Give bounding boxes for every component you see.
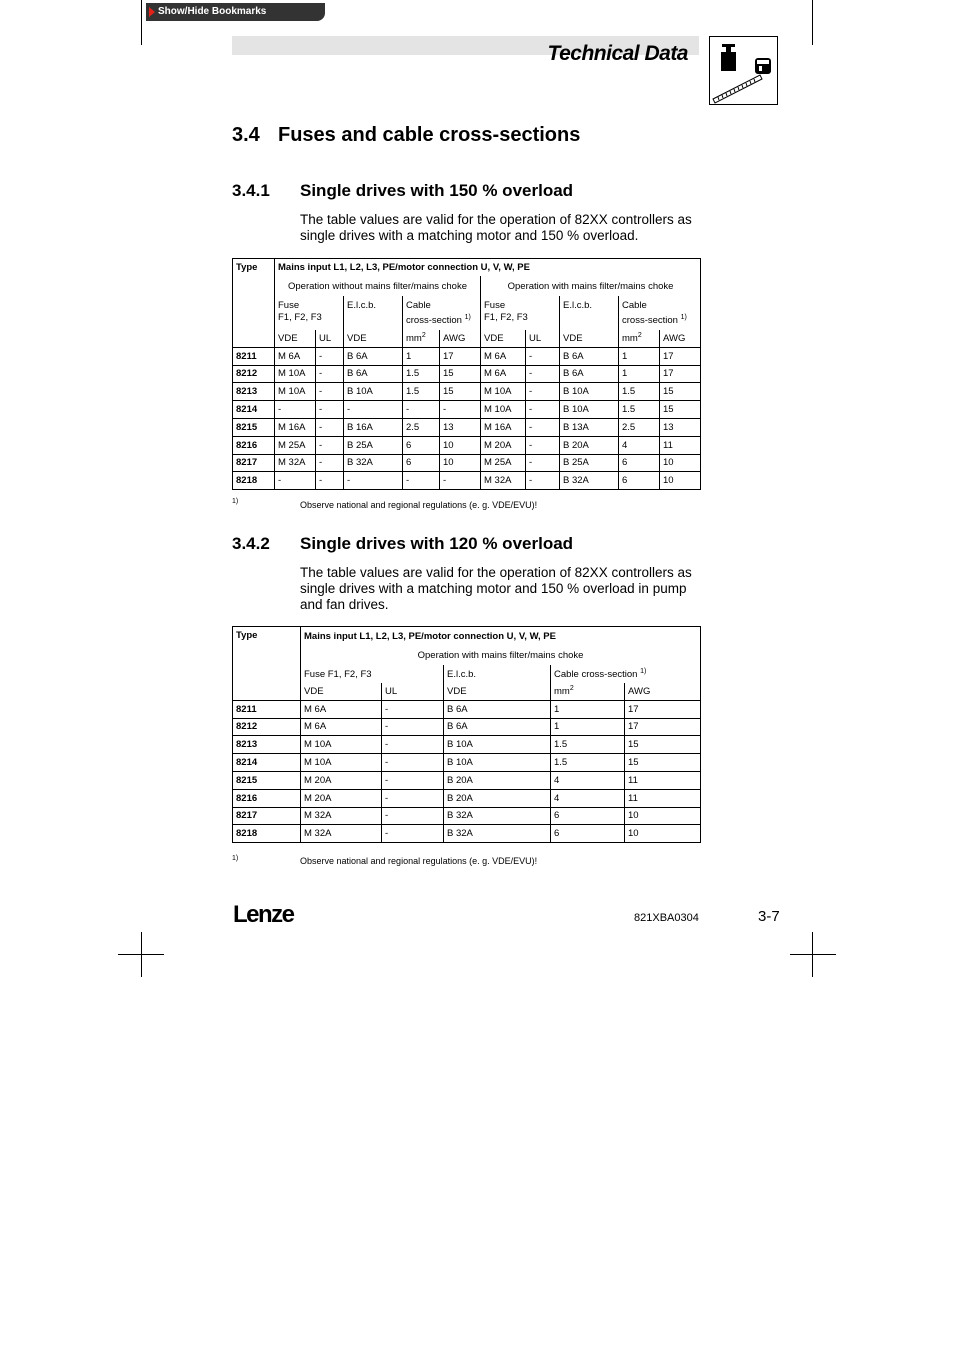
table-row <box>233 771 701 789</box>
table-cell: 10 <box>660 472 701 490</box>
mains-header: Mains input L1, L2, L3, PE/motor connection U, V, W, PE <box>301 627 701 646</box>
table-cell: M 32A <box>481 472 526 490</box>
col-mm2 <box>619 330 660 347</box>
table-cell: B 20A <box>444 789 551 807</box>
table-cell: - <box>316 365 344 383</box>
table-cell: - <box>316 383 344 401</box>
table-row <box>233 472 701 490</box>
table-body <box>233 347 701 489</box>
table-cell: - <box>526 365 560 383</box>
table-cell: M 6A <box>481 365 526 383</box>
table-cell: 1 <box>619 365 660 383</box>
table-cell: - <box>382 754 444 772</box>
type-header: Type <box>233 627 301 701</box>
table-cell: M 16A <box>275 418 316 436</box>
table-cell: M 6A <box>301 718 382 736</box>
col-vde: VDE <box>275 330 316 347</box>
elcb-header: E.l.c.b. <box>444 665 551 683</box>
table-cell: 4 <box>551 771 625 789</box>
table-cell: 15 <box>660 383 701 401</box>
subsection-heading <box>232 534 702 556</box>
page-title: Technical Data <box>547 42 688 65</box>
type-cell: 8213 <box>233 383 275 401</box>
type-cell: 8217 <box>233 454 275 472</box>
table-cell: M 32A <box>301 825 382 843</box>
type-cell: 8214 <box>233 754 301 772</box>
technical-data-icon <box>709 36 778 105</box>
table-row <box>233 718 701 736</box>
table-cell: 1.5 <box>403 365 440 383</box>
col-vde: VDE <box>344 330 403 347</box>
table-cell: B 32A <box>444 807 551 825</box>
col-vde: VDE <box>560 330 619 347</box>
cable-label: Cable <box>406 300 431 311</box>
table-row <box>233 401 701 419</box>
cable-label-2: cross-section <box>622 315 678 327</box>
table-cell: M 10A <box>301 754 382 772</box>
col-ul: UL <box>316 330 344 347</box>
table-cell: - <box>316 472 344 490</box>
table-cell: 10 <box>625 825 701 843</box>
table-cell: M 20A <box>301 771 382 789</box>
footnote-ref: 1) <box>640 667 647 675</box>
table-cell: - <box>526 436 560 454</box>
table-cell: B 32A <box>444 825 551 843</box>
table-cell: 15 <box>440 365 481 383</box>
cable-label-2: cross-section <box>406 315 462 327</box>
cable-label: Cable <box>622 300 647 311</box>
unit-sup: 2 <box>421 332 426 340</box>
table-cell: - <box>403 472 440 490</box>
table-cell: - <box>526 401 560 419</box>
table-cell: B 6A <box>444 700 551 718</box>
col-ul: UL <box>526 330 560 347</box>
type-cell: 8215 <box>233 771 301 789</box>
show-hide-bookmarks-button[interactable] <box>146 3 325 21</box>
crop-mark <box>141 932 142 977</box>
col-awg: AWG <box>660 330 701 347</box>
group-with-choke: Operation with mains filter/mains choke <box>481 276 701 296</box>
table-cell: - <box>275 401 316 419</box>
unit-sup: 2 <box>637 332 642 340</box>
unit-mm: mm <box>622 333 638 345</box>
type-cell: 8216 <box>233 436 275 454</box>
intro-paragraph: The table values are valid for the operation of 82XX controllers as single drives with a matching motor and 150 % overload. <box>300 212 692 243</box>
table-cell: - <box>316 436 344 454</box>
table-cell: 10 <box>440 454 481 472</box>
cable-header <box>619 296 701 330</box>
subsection-title: Single drives with 120 % overload <box>300 534 574 553</box>
table-cell: - <box>440 472 481 490</box>
table-row <box>233 736 701 754</box>
fuse-header <box>481 296 560 330</box>
table-cell: 6 <box>551 807 625 825</box>
table-cell: 17 <box>660 365 701 383</box>
cable-header <box>403 296 481 330</box>
table-cell: 1 <box>619 347 660 365</box>
table-cell: 1.5 <box>619 383 660 401</box>
type-cell: 8214 <box>233 401 275 419</box>
section-number: 3.4 <box>232 124 260 146</box>
table-cell: 1.5 <box>551 754 625 772</box>
table-cell: B 6A <box>560 347 619 365</box>
type-cell: 8217 <box>233 807 301 825</box>
table-cell: - <box>382 718 444 736</box>
table-cell: 17 <box>625 718 701 736</box>
type-cell: 8213 <box>233 736 301 754</box>
type-cell: 8212 <box>233 365 275 383</box>
table-cell: M 20A <box>301 789 382 807</box>
table-row <box>233 807 701 825</box>
footnote-mark: 1) <box>232 855 239 862</box>
fuse-label: Fuse <box>278 300 300 311</box>
table-cell: - <box>526 383 560 401</box>
type-cell: 8212 <box>233 718 301 736</box>
table-cell: - <box>526 472 560 490</box>
table-cell: B 25A <box>344 436 403 454</box>
table-cell: 15 <box>440 383 481 401</box>
table-cell: B 13A <box>560 418 619 436</box>
fuse-table-120 <box>232 626 701 843</box>
intro-paragraph: The table values are valid for the operation of 82XX controllers as single drives with a matching motor and 150 % overload in pump and fan drives. <box>300 565 692 612</box>
table-cell: - <box>275 472 316 490</box>
table-row <box>233 754 701 772</box>
table-cell: 4 <box>619 436 660 454</box>
table-cell: 6 <box>403 454 440 472</box>
table-cell: 11 <box>625 771 701 789</box>
col-vde: VDE <box>481 330 526 347</box>
table-row <box>233 383 701 401</box>
elcb-header: E.l.c.b. <box>560 296 619 330</box>
table-cell: B 10A <box>344 383 403 401</box>
subsection-number: 3.4.1 <box>232 181 270 200</box>
table-cell: - <box>526 454 560 472</box>
table-cell: 10 <box>625 807 701 825</box>
table-cell: - <box>382 807 444 825</box>
type-header: Type <box>233 259 275 348</box>
table-cell: - <box>526 347 560 365</box>
table-cell: 1.5 <box>551 736 625 754</box>
table-cell: 1 <box>403 347 440 365</box>
lenze-logo: Lenze <box>233 901 294 928</box>
crop-mark <box>812 0 813 45</box>
cable-label: Cable cross-section <box>554 669 638 681</box>
table-cell: M 10A <box>301 736 382 754</box>
table-cell: M 10A <box>275 383 316 401</box>
fuse-table-150 <box>232 258 701 490</box>
unit-mm: mm <box>554 686 570 698</box>
footnote: Observe national and regional regulations (e. g. VDE/EVU)! <box>300 500 538 510</box>
table-cell: 2.5 <box>403 418 440 436</box>
table-cell: - <box>316 347 344 365</box>
subsection-number: 3.4.2 <box>232 534 270 553</box>
table-row <box>233 454 701 472</box>
subsection-heading <box>232 181 702 203</box>
table-cell: 15 <box>625 754 701 772</box>
table-cell: 2.5 <box>619 418 660 436</box>
table-cell: 10 <box>660 454 701 472</box>
type-cell: 8211 <box>233 700 301 718</box>
table-row <box>233 825 701 843</box>
table-cell: B 20A <box>560 436 619 454</box>
table-body <box>233 700 701 842</box>
crop-mark <box>790 954 836 955</box>
type-cell: 8215 <box>233 418 275 436</box>
table-cell: M 6A <box>275 347 316 365</box>
table-cell: M 32A <box>301 807 382 825</box>
table-cell: 4 <box>551 789 625 807</box>
table-cell: M 32A <box>275 454 316 472</box>
fuse-label: Fuse <box>484 300 506 311</box>
table-cell: 10 <box>440 436 481 454</box>
table-row <box>233 347 701 365</box>
table-cell: M 6A <box>301 700 382 718</box>
table-cell: - <box>316 454 344 472</box>
table-cell: 17 <box>660 347 701 365</box>
group-with-choke: Operation with mains filter/mains choke <box>301 645 701 665</box>
type-cell: 8218 <box>233 825 301 843</box>
col-vde: VDE <box>444 683 551 700</box>
page-number: 3-7 <box>758 908 780 925</box>
footnote-ref: 1) <box>464 314 471 321</box>
table-cell: B 10A <box>444 754 551 772</box>
table-cell: 1.5 <box>619 401 660 419</box>
section-title: Fuses and cable cross-sections <box>278 124 581 146</box>
bookmark-label: Show/Hide Bookmarks <box>158 6 267 17</box>
triangle-right-icon <box>149 7 155 17</box>
cable-header <box>551 665 701 683</box>
table-cell: 6 <box>619 454 660 472</box>
table-cell: 6 <box>403 436 440 454</box>
table-cell: M 10A <box>275 365 316 383</box>
footnote-ref: 1) <box>680 314 687 321</box>
col-mm2 <box>551 683 625 700</box>
type-cell: 8211 <box>233 347 275 365</box>
table-cell: B 25A <box>560 454 619 472</box>
col-vde: VDE <box>301 683 382 700</box>
col-ul: UL <box>382 683 444 700</box>
crop-mark <box>812 932 813 977</box>
table-cell: - <box>344 472 403 490</box>
table-cell: M 20A <box>481 436 526 454</box>
type-cell: 8218 <box>233 472 275 490</box>
table-cell: - <box>316 418 344 436</box>
table-cell: 6 <box>551 825 625 843</box>
fuse-header <box>275 296 344 330</box>
table-cell: B 6A <box>560 365 619 383</box>
table-cell: - <box>382 736 444 754</box>
table-cell: 17 <box>625 700 701 718</box>
table-cell: M 10A <box>481 383 526 401</box>
table-cell: 13 <box>440 418 481 436</box>
footnote-mark: 1) <box>232 498 239 505</box>
table-row <box>233 418 701 436</box>
table-cell: - <box>440 401 481 419</box>
table-cell: B 6A <box>344 347 403 365</box>
fuse-header: Fuse F1, F2, F3 <box>301 665 444 683</box>
table-cell: B 10A <box>560 383 619 401</box>
unit-sup: 2 <box>569 685 574 693</box>
group-without-choke: Operation without mains filter/mains choke <box>275 276 481 296</box>
document-code: 821XBA0304 <box>634 912 699 924</box>
elcb-header: E.l.c.b. <box>344 296 403 330</box>
table-cell: B 6A <box>344 365 403 383</box>
footnote: Observe national and regional regulations (e. g. VDE/EVU)! <box>300 856 538 866</box>
table-row <box>233 436 701 454</box>
table-row <box>233 789 701 807</box>
table-cell: 13 <box>660 418 701 436</box>
table-cell: B 32A <box>344 454 403 472</box>
table-cell: M 25A <box>481 454 526 472</box>
section-heading <box>232 124 702 150</box>
table-cell: B 6A <box>444 718 551 736</box>
table-cell: - <box>382 825 444 843</box>
table-cell: B 20A <box>444 771 551 789</box>
fuse-designation: F1, F2, F3 <box>484 312 528 323</box>
table-cell: B 10A <box>444 736 551 754</box>
col-mm2 <box>403 330 440 347</box>
table-cell: B 32A <box>560 472 619 490</box>
table-cell: - <box>382 771 444 789</box>
table-row <box>233 365 701 383</box>
table-cell: M 10A <box>481 401 526 419</box>
table-cell: 1 <box>551 700 625 718</box>
type-cell: 8216 <box>233 789 301 807</box>
table-cell: B 10A <box>560 401 619 419</box>
table-cell: M 6A <box>481 347 526 365</box>
table-row <box>233 700 701 718</box>
table-cell: - <box>382 789 444 807</box>
table-cell: 6 <box>619 472 660 490</box>
table-cell: - <box>344 401 403 419</box>
table-cell: - <box>403 401 440 419</box>
col-awg: AWG <box>440 330 481 347</box>
table-cell: - <box>382 700 444 718</box>
mains-header: Mains input L1, L2, L3, PE/motor connection U, V, W, PE <box>275 259 701 277</box>
table-cell: 15 <box>660 401 701 419</box>
table-cell: 11 <box>625 789 701 807</box>
table-cell: M 16A <box>481 418 526 436</box>
table-cell: 11 <box>660 436 701 454</box>
table-cell: 15 <box>625 736 701 754</box>
table-cell: - <box>526 418 560 436</box>
col-awg: AWG <box>625 683 701 700</box>
table-cell: 1.5 <box>403 383 440 401</box>
table-cell: M 25A <box>275 436 316 454</box>
unit-mm: mm <box>406 333 422 345</box>
table-cell: 17 <box>440 347 481 365</box>
table-cell: 1 <box>551 718 625 736</box>
table-cell: B 16A <box>344 418 403 436</box>
table-cell: - <box>316 401 344 419</box>
subsection-title: Single drives with 150 % overload <box>300 181 574 200</box>
fuse-designation: F1, F2, F3 <box>278 312 322 323</box>
crop-mark <box>141 0 142 45</box>
